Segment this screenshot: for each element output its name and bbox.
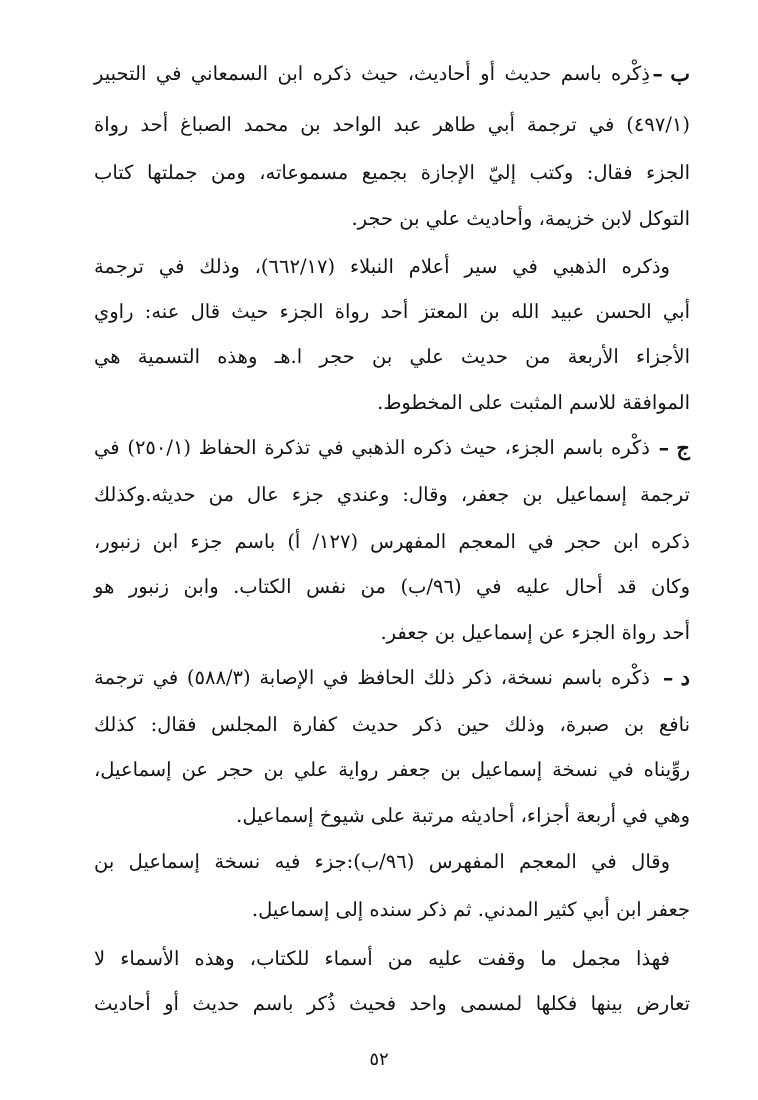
section-d-line-2: نافع بن صبرة، وذلك حين ذكر حديث كفارة المجلس فقال: كذلك — [94, 713, 690, 736]
section-d-line-4: وهي في أربعة أجزاء، أحاديثه مرتبة على شيوخ إسماعيل. — [236, 804, 690, 827]
section-j-line-2: ترجمة إسماعيل بن جعفر، وقال: وعندي جزء عال من حديثه.وكذلك — [94, 483, 690, 506]
section-marker-b: ب – — [652, 61, 690, 86]
section-j-line-1: ذكْره باسم الجزء، حيث ذكره الذهبي في تذكرة الحفاظ (٢٥٠/١) في — [94, 436, 650, 459]
page-number: ٥٢ — [369, 1049, 389, 1070]
section-d-line-1: ذكْره باسم نسخة، ذكر ذلك الحافظ في الإصابة (٥٨٨/٣) في ترجمة — [94, 666, 650, 689]
section-j-line-4: وكان قد أحال عليه في (٩٦/ب) من نفس الكتاب. وابن زنبور هو — [94, 575, 690, 598]
section-j-line-3: ذكره ابن حجر في المعجم المفهرس (١٢٧/ أ) باسم جزء ابن زنبور، — [94, 530, 690, 553]
section-j-line-5: أحد رواة الجزء عن إسماعيل بن جعفر. — [380, 621, 690, 644]
section-b-note-line-4: الموافقة للاسم المثبت على المخطوط. — [377, 391, 690, 414]
conclusion-line-2: تعارض بينها فكلها لمسمى واحد فحيث ذُكر باسم حديث أو أحاديث — [94, 992, 690, 1015]
section-b-line-4: التوكل لابن خزيمة، وأحاديث علي بن حجر. — [351, 207, 690, 230]
section-b-line-3: الجزء فقال: وكتب إليّ الإجازة بجميع مسموعاته، ومن جملتها كتاب — [94, 161, 690, 184]
section-marker-d: د – — [662, 665, 690, 690]
section-b-line-2: (٤٩٧/١) في ترجمة أبي طاهر عبد الواحد بن محمد الصباغ أحد رواة — [94, 113, 690, 136]
section-b-line-1: ذِكْره باسم حديث أو أحاديث، حيث ذكره ابن السمعاني في التحبير — [94, 62, 650, 85]
section-b-note-line-2: أبي الحسن عبيد الله بن المعتز أحد رواة الجزء حيث قال عنه: راوي — [94, 300, 690, 323]
section-b-note-line-3: الأجزاء الأربعة من حديث علي بن حجر ا.هـ وهذه التسمية هي — [94, 345, 690, 368]
section-d-note-line-1: وقال في المعجم المفهرس (٩٦/ب):جزء فيه نسخة إسماعيل بن — [94, 850, 670, 873]
section-d-note-line-2: جعفر ابن أبي كثير المدني. ثم ذكر سنده إلى إسماعيل. — [251, 898, 690, 921]
conclusion-line-1: فهذا مجمل ما وقفت عليه من أسماء للكتاب، وهذه الأسماء لا — [94, 947, 670, 970]
section-marker-j: ج – — [658, 435, 690, 460]
section-b-note-line-1: وذكره الذهبي في سير أعلام النبلاء (٦٦٢/١٧)، وذلك في ترجمة — [94, 255, 670, 278]
section-d-line-3: روِّيناه في نسخة إسماعيل بن جعفر رواية علي بن حجر عن إسماعيل، — [94, 758, 690, 781]
